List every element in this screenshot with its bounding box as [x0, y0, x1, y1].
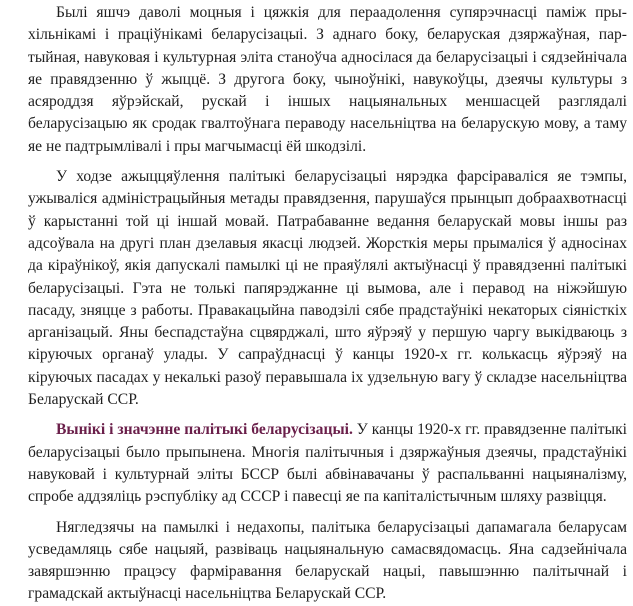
paragraph-2-text: У ходзе ажыццяўлення палітыкі беларусізацыі нярэдка фарсіраваліся яе тэмпы, ужываліся адміністрацыйныя метады правядзення, парушаўся прынцып добраахвотнасці ў карыстанні той ці іншай мовай. Патрабаванне ведання беларускай мовы іншы раз адсоўвала на другі план дзелавыя якасці людзей. Жорсткія меры прымаліся ў адносінах да кіраўнікоў, якія дапускалі памылкі ці не праяўлялі актыўнасці ў правядзенні палітыкі беларусізацыі. Гэта не толькі папярэджанне ці вымова, але і перавод на ніжэйшую пасаду, зняцце з работы. Правакацыйна паводзілі сябе прадстаўнікі некаторых сіяністкіх арганізацый. Яны беспадстаўна сцвярджалі, што яўрэяў у першую чаргу выкідваюць з кіруючых органаў улады. У сапраўднасці ў канцы 1920-х гг. колькасць яўрэяў на кіруючых пасадах у некалькі разоў перавышала іх удзельную вагу ў складзе насельніцтва Беларускай ССР.: [28, 168, 627, 409]
paragraph-1-text: Былі яшчэ даволі моцныя і цяжкія для пераадолення супярэчнасці паміж прыхільнікамі і праціўнікамі беларусізацыі. З аднаго боку, беларуская дзяржаўная, партыйная, навуковая і культурная эліта станоўча адносілася да беларусізацыі і сядзейнічала яе правядзенню ў жыццё. З другога боку, чыноўнікі, навукоўцы, дзеячы культуры з асяроддзя яўрэйскай, рускай і іншых нацыянальных меншасцей разглядалі беларусізацыю як сродак гвалтоўнага пераводу насельніцтва на беларускую мову, а таму яе не падтрымлівалі і пры магчымасці ёй шкодзілі.: [28, 4, 627, 155]
paragraph-3-text: У канцы 1920-х гг. правядзенне палітыкі беларусізацыі было прыпынена. Многія палітычныя і дзяржаўныя дзеячы, прадстаўнікі навуковай і культурнай эліты БССР былі абвінавачаны ў распальванні нацыяналізму, спробе аддзяліць рэспубліку ад СССР і павесці яе па капіталістычным шляху развіцця.: [28, 421, 627, 506]
section-heading: Вынікі і значэнне палітыкі беларусізацыі.: [56, 421, 353, 439]
paragraph-4-text: Нягледзячы на памылкі і недахопы, палітыка беларусізацыі дапамагала беларусам усведамляць сябе нацыяй, развіваць нацыянальную самасвядомасць. Яна садзейнічала завяршэнню працэсу фарміравання беларускай нацыі, павышэнню палітычнай і грамадскай актыўнасці насельніцтва Беларускай ССР.: [28, 518, 627, 603]
paragraph-4: [28, 517, 627, 606]
paragraph-1: [28, 2, 627, 158]
paragraph-3: [28, 419, 627, 508]
paragraph-2: [28, 166, 627, 411]
